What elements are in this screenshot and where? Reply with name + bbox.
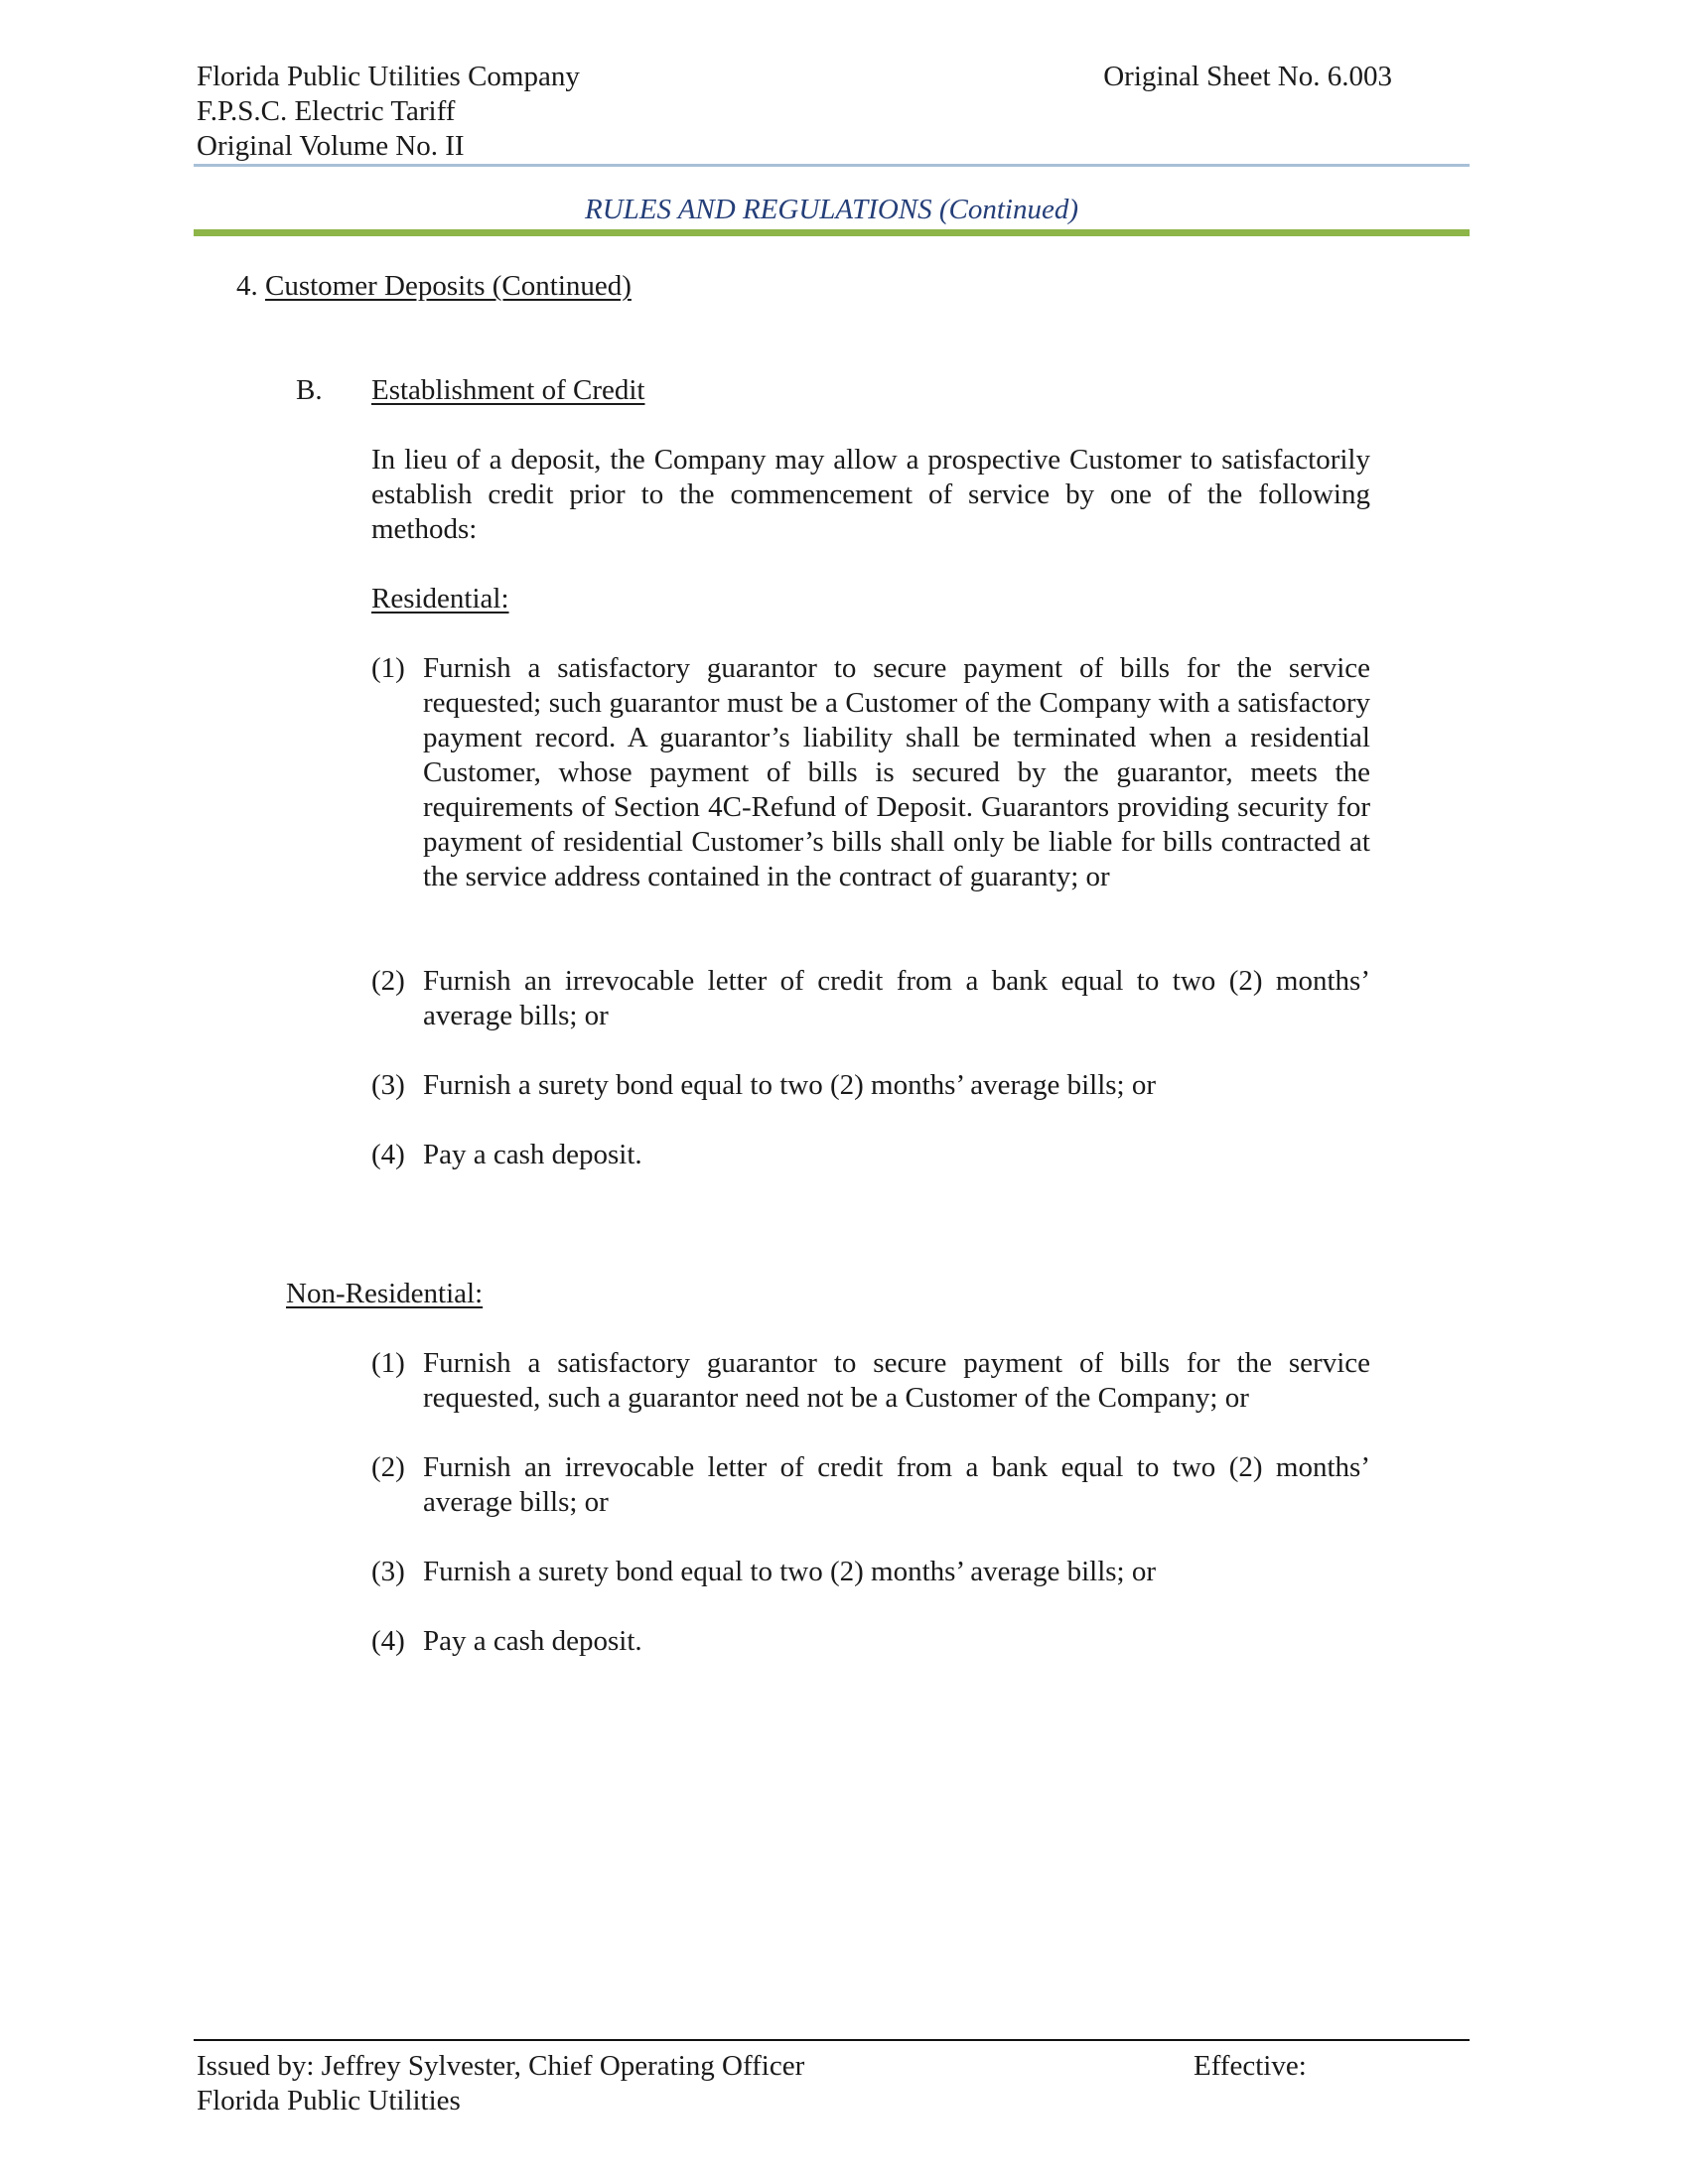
item-text: Pay a cash deposit. bbox=[423, 1625, 642, 1657]
item-number: (4) bbox=[371, 1625, 405, 1657]
item-number: (4) bbox=[371, 1139, 405, 1170]
footer-organization: Florida Public Utilities bbox=[197, 2085, 461, 2116]
rule-number: 4. bbox=[236, 270, 258, 302]
header-volume: Original Volume No. II bbox=[197, 130, 465, 162]
section-divider bbox=[194, 229, 1470, 236]
rule-title: Customer Deposits (Continued) bbox=[265, 270, 632, 302]
item-text: Furnish a surety bond equal to two (2) months’ average bills; or bbox=[423, 1556, 1157, 1587]
subsection-letter: B. bbox=[296, 374, 323, 406]
item-text: Furnish a satisfactory guarantor to secure payment of bills for the service requested, such a guarantor need not be a Customer of the Company; or bbox=[423, 1347, 1370, 1414]
item-number: (2) bbox=[371, 1451, 405, 1483]
item-number: (1) bbox=[371, 652, 405, 684]
header-sheet-number: Original Sheet No. 6.003 bbox=[1103, 61, 1392, 92]
header-tariff: F.P.S.C. Electric Tariff bbox=[197, 95, 456, 127]
item-text: Pay a cash deposit. bbox=[423, 1139, 642, 1170]
item-text: Furnish an irrevocable letter of credit from a bank equal to two (2) months’ average bills; or bbox=[423, 1451, 1370, 1518]
rule-heading bbox=[236, 269, 632, 304]
item-text: Furnish an irrevocable letter of credit from a bank equal to two (2) months’ average bills; or bbox=[423, 965, 1370, 1031]
footer-divider bbox=[194, 2039, 1470, 2041]
item-text: Furnish a surety bond equal to two (2) months’ average bills; or bbox=[423, 1069, 1157, 1101]
footer-issued-by: Issued by: Jeffrey Sylvester, Chief Operating Officer bbox=[197, 2050, 805, 2082]
residential-heading: Residential: bbox=[371, 583, 509, 614]
item-number: (3) bbox=[371, 1069, 405, 1101]
header-divider bbox=[194, 164, 1470, 167]
header-company: Florida Public Utilities Company bbox=[197, 61, 580, 92]
item-number: (3) bbox=[371, 1556, 405, 1587]
non-residential-heading: Non-Residential: bbox=[286, 1278, 484, 1309]
item-number: (1) bbox=[371, 1347, 405, 1379]
subsection-title: Establishment of Credit bbox=[371, 374, 645, 406]
item-text: Furnish a satisfactory guarantor to secure payment of bills for the service requested; such guarantor must be a Customer of the Company with a satisfactory payment record. A guarantor’s liability shall be terminated when a residential Customer, whose payment of bills is secured by the guarantor, meets the requirements of Section 4C-Refund of Deposit. Guarantors providing security for payment of residential Customer’s bills shall only be liable for bills contracted at the service address contained in the contract of guaranty; or bbox=[423, 652, 1370, 892]
subsection-intro: In lieu of a deposit, the Company may allow a prospective Customer to satisfactorily establish credit prior to the commencement of service by one of the following methods: bbox=[371, 444, 1370, 545]
item-number: (2) bbox=[371, 965, 405, 997]
section-title: RULES AND REGULATIONS (Continued) bbox=[584, 194, 1079, 225]
footer-effective-label: Effective: bbox=[1194, 2050, 1307, 2082]
